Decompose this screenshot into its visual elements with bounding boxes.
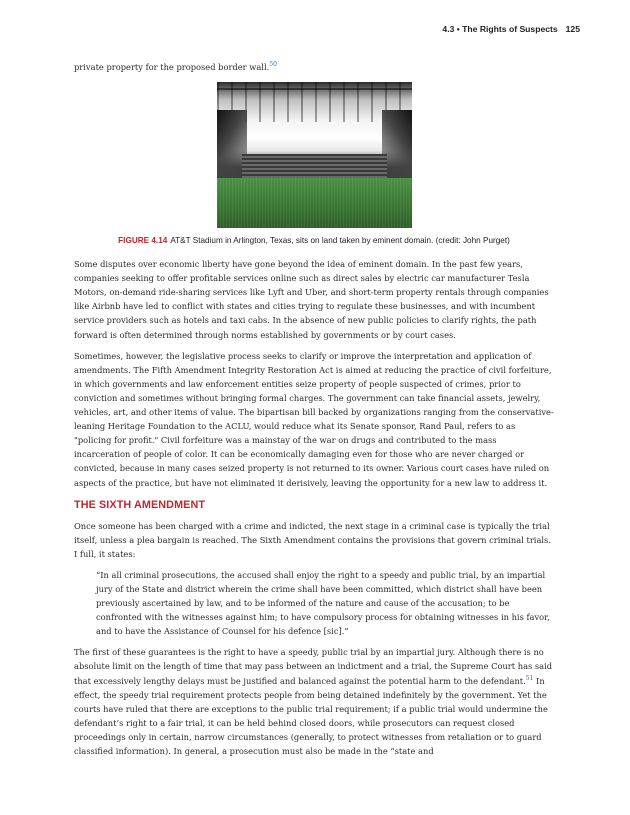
intro-paragraph [74, 60, 554, 74]
photo-roof-truss [217, 88, 412, 90]
section-title: 4.3 • The Rights of Suspects [442, 24, 558, 34]
closing-paragraph [74, 645, 554, 758]
closing-text-before: The first of these guarantees is the right to have a speedy, public trial by an impartial jury. Although there is no absolute limit on the length of time that may pass between an indictment and a trial, the Supreme Court has said that excessively lengthy delays must be justified and balanced against the potential harm to the defendant. [74, 647, 553, 686]
figure-caption [74, 235, 554, 247]
section-intro-paragraph: Once someone has been charged with a crime and indicted, the next stage in a criminal case is typically the trial itself, unless a plea bargain is reached. The Sixth Amendment contains the provisions that govern criminal trials. I full, it states: [74, 520, 551, 559]
running-head [442, 24, 580, 34]
amendment-quote-text: “In all criminal prosecutions, the accused shall enjoy the right to a speedy and public trial, by an impartial jury of the State and district wherein the crime shall have been committed, which district shall have been previously ascertained by law, and to be informed of the nature and cause of the accusation; to be confronted with the witnesses against him; to have compulsory process for obtaining witnesses in his favor, and to have the Assistance of Counsel for his defence [sic].” [96, 569, 550, 637]
body-paragraph-2: Sometimes, however, the legislative process seeks to clarify or improve the interpretation and application of amendments. The Fifth Amendment Integrity Restoration Act is aimed at reducing the practice of civil forfeiture, in which governments and law enforcement entities seize property of people suspected of crimes, prior to conviction and sometimes without bringing formal charges. The government can take financial assets, jewelry, vehicles, art, and other items of value. The bipartisan bill backed by organizations ranging from the conservative-leaning Heritage Foundation to the ACLU, would reduce what its Senate sponsor, Rand Paul, refers to as "policing for profit." Civil forfeiture was a mainstay of the war on drugs and contributed to the mass incarceration of people of color. It can be economically damaging even for those who are never charged or convicted, because in many cases seized property is not returned to its owner. Various court cases have ruled on aspects of the practice, but have not eliminated it derisively, leaving the opportunity for a new law to address it. [74, 350, 554, 488]
section-heading: THE SIXTH AMENDMENT [74, 498, 206, 511]
page-number: 125 [565, 24, 580, 34]
amendment-quote [96, 568, 554, 638]
footnote-ref-51[interactable]: 51 [525, 674, 534, 682]
footnote-ref-50[interactable]: 50 [269, 61, 277, 68]
figure-caption-text: AT&T Stadium in Arlington, Texas, sits on land taken by eminent domain. (credit: John Purget) [170, 236, 510, 246]
figure-label: FIGURE 4.14 [118, 236, 168, 246]
body-paragraph-1: Some disputes over economic liberty have gone beyond the idea of eminent domain. In the past few years, companies seeking to offer profitable services online such as direct sales by electric car manufacturer Tesla Motors, on-demand ride-sharing services like Lyft and Uber, and short-term property rentals through companies like Airbnb have led to conflict with states and cities trying to regulate these businesses, and with incumbent service providers such as hotels and taxi cabs. In the absence of new public policies to clarify rights, the path forward is often determined through norms established by governments or by court cases. [74, 259, 549, 340]
photo-seating [242, 154, 387, 178]
closing-text-after: In effect, the speedy trial requirement protects people from being detained indefinitely by the government. Yet the courts have ruled that there are exceptions to the public trial requirement; if a public trial would undermine the defendant’s right to a fair trial, it can be held behind closed doors, while prosecutors can request closed proceedings only in certain, narrow circumstances (generally, to protect witnesses from retaliation or to guard classified information). In general, a prosecution must also be made in the “state and [74, 675, 548, 756]
page-content [74, 60, 554, 765]
intro-text: private property for the proposed border wall. [74, 62, 270, 72]
figure [74, 82, 554, 247]
stadium-photo [217, 82, 412, 228]
photo-turf-field [217, 178, 412, 228]
